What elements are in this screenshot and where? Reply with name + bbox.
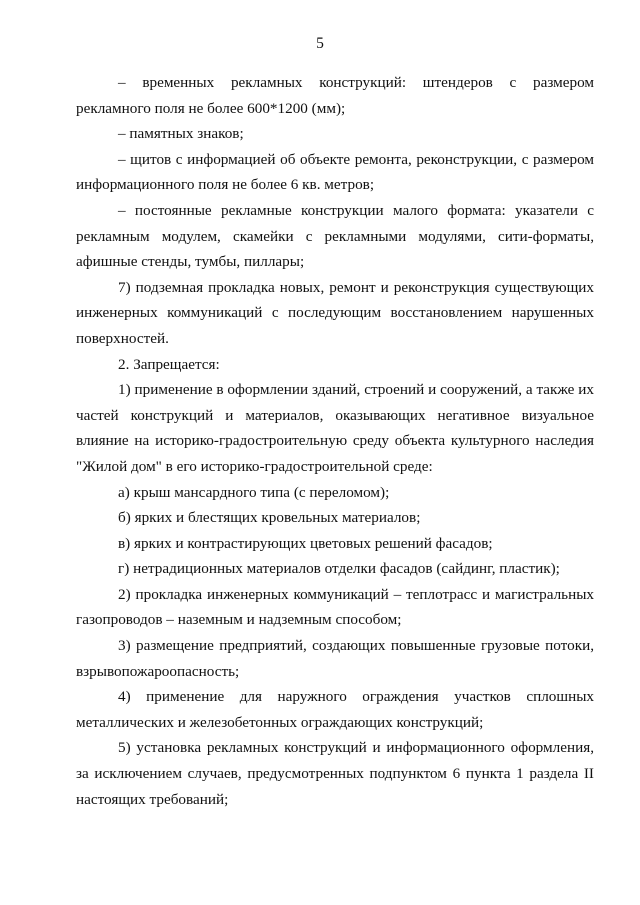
paragraph-memorial-signs: – памятных знаков; [118, 125, 244, 143]
paragraph-permanent-small-ads: – постоянные рекламные конструкции малого формата: указатели с рекламным модулем, скамейки с рекламными модулями, сити-форматы, афишные стенды, тумбы, пиллары; [76, 201, 594, 271]
paragraph-ad-installation: 5) установка рекламных конструкций и информационного оформления, за исключением случаев, предусмотренных подпунктом 6 пункта 1 раздела II настоящих требований; [76, 739, 594, 808]
paragraph-prohibited-heading: 2. Запрещается: [118, 355, 220, 373]
paragraph-solid-fencing: 4) применение для наружного ограждения участков сплошных металлических и железобетонных ограждающих конструкций; [76, 688, 594, 731]
paragraph-item-g: г) нетрадиционных материалов отделки фасадов (сайдинг, пластик); [118, 560, 560, 578]
paragraph-item-b: б) ярких и блестящих кровельных материалов; [118, 509, 421, 527]
paragraph-item-v: в) ярких и контрастирующих цветовых решений фасадов; [118, 534, 493, 552]
paragraph-enterprise-placement: 3) размещение предприятий, создающих повышенные грузовые потоки, взрывопожароопасность; [76, 637, 594, 680]
paragraph-utility-laying: 2) прокладка инженерных коммуникаций – теплотрасс и магистральных газопроводов – наземным и надземным способом; [76, 585, 594, 629]
page-number: 5 [316, 35, 324, 52]
paragraph-prohibited-materials: 1) применение в оформлении зданий, строений и сооружений, а также их частей конструкций и материалов, оказывающих негативное визуальное влияние на историко-градостроительную среду объекта культурного наследия "Жилой дом" в его историко-градостроительной среде: [76, 381, 594, 475]
paragraph-underground-utilities: 7) подземная прокладка новых, ремонт и реконструкция существующих инженерных коммуникаций с последующим восстановлением нарушенных поверхностей. [76, 278, 594, 347]
document-body [76, 70, 594, 812]
paragraph-item-a: а) крыш мансардного типа (с переломом); [118, 483, 390, 501]
paragraph-temporary-ad-structures: – временных рекламных конструкций: штендеров с размером рекламного поля не более 600*1200 (мм); [76, 74, 594, 117]
paragraph-info-boards: – щитов с информацией об объекте ремонта, реконструкции, с размером информационного поля не более 6 кв. метров; [76, 150, 594, 194]
